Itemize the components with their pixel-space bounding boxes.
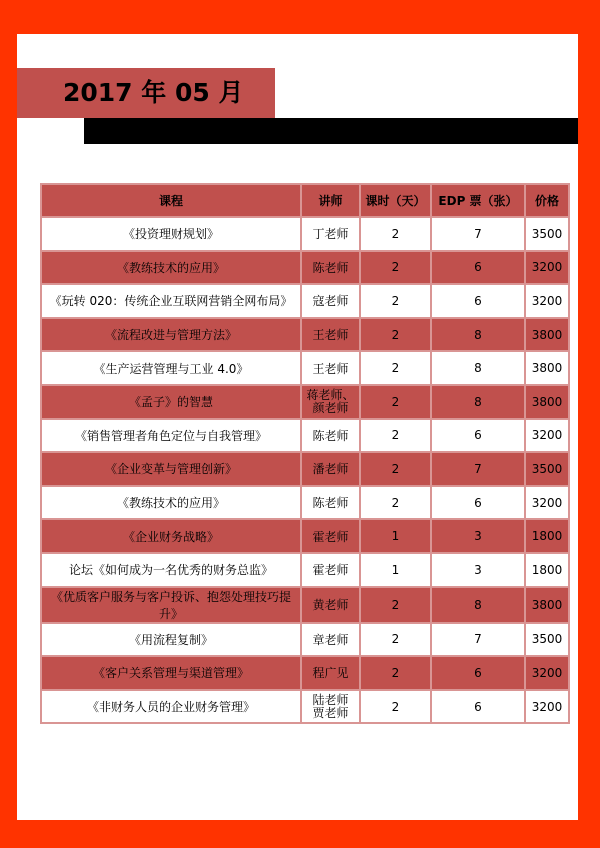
cell-course: 《企业变革与管理创新》 [42, 453, 300, 485]
table-row [42, 554, 568, 586]
cell-edp: 7 [432, 218, 524, 250]
cell-course: 《玩转 020：传统企业互联网营销全网布局》 [42, 285, 300, 317]
cell-course: 论坛《如何成为一名优秀的财务总监》 [42, 554, 300, 586]
cell-price: 3200 [526, 691, 568, 723]
cell-edp: 3 [432, 520, 524, 552]
table-row [42, 386, 568, 418]
table-row [42, 319, 568, 351]
cell-hours: 2 [361, 319, 430, 351]
table-row [42, 420, 568, 452]
table-row [42, 657, 568, 689]
cell-edp: 8 [432, 588, 524, 622]
cell-hours: 2 [361, 588, 430, 622]
header-course: 课程 [42, 185, 300, 216]
cell-hours: 2 [361, 218, 430, 250]
cell-teacher: 陈老师 [302, 420, 359, 452]
table-row [42, 252, 568, 284]
cell-edp: 6 [432, 252, 524, 284]
cell-hours: 1 [361, 554, 430, 586]
cell-teacher: 王老师 [302, 319, 359, 351]
header-edp: EDP 票（张） [432, 185, 524, 216]
cell-price: 3500 [526, 453, 568, 485]
cell-hours: 2 [361, 420, 430, 452]
cell-teacher: 陈老师 [302, 487, 359, 519]
cell-course: 《孟子》的智慧 [42, 386, 300, 418]
cell-price: 3200 [526, 487, 568, 519]
title-banner [17, 68, 275, 118]
cell-course: 《客户关系管理与渠道管理》 [42, 657, 300, 689]
cell-hours: 2 [361, 352, 430, 384]
course-schedule-table [40, 183, 570, 724]
cell-edp: 8 [432, 386, 524, 418]
cell-hours: 2 [361, 285, 430, 317]
cell-course: 《优质客户服务与客户投诉、抱怨处理技巧提升》 [42, 588, 300, 622]
cell-course: 《流程改进与管理方法》 [42, 319, 300, 351]
cell-teacher: 霍老师 [302, 554, 359, 586]
cell-price: 3800 [526, 386, 568, 418]
cell-teacher: 寇老师 [302, 285, 359, 317]
table-row [42, 487, 568, 519]
table-row [42, 588, 568, 622]
cell-price: 3800 [526, 319, 568, 351]
cell-price: 3200 [526, 252, 568, 284]
cell-edp: 7 [432, 624, 524, 656]
cell-teacher: 王老师 [302, 352, 359, 384]
cell-edp: 6 [432, 487, 524, 519]
cell-course: 《教练技术的应用》 [42, 487, 300, 519]
cell-price: 3200 [526, 657, 568, 689]
cell-hours: 2 [361, 252, 430, 284]
cell-teacher: 霍老师 [302, 520, 359, 552]
page-title: 2017 年 05 月 [63, 78, 244, 107]
cell-price: 1800 [526, 520, 568, 552]
table-row [42, 520, 568, 552]
teacher-name-line: 陆老师 [312, 692, 349, 707]
table-row [42, 624, 568, 656]
cell-teacher [302, 691, 359, 723]
cell-hours: 2 [361, 691, 430, 723]
cell-price: 3500 [526, 624, 568, 656]
teacher-name-line: 贾老师 [312, 705, 349, 720]
cell-price: 1800 [526, 554, 568, 586]
table-row [42, 691, 568, 723]
cell-teacher: 潘老师 [302, 453, 359, 485]
cell-hours: 2 [361, 487, 430, 519]
cell-price: 3200 [526, 420, 568, 452]
cell-hours: 1 [361, 520, 430, 552]
header-teacher: 讲师 [302, 185, 359, 216]
cell-edp: 3 [432, 554, 524, 586]
cell-edp: 6 [432, 420, 524, 452]
cell-hours: 2 [361, 624, 430, 656]
cell-teacher: 章老师 [302, 624, 359, 656]
cell-teacher [302, 386, 359, 418]
cell-edp: 6 [432, 285, 524, 317]
table-row [42, 352, 568, 384]
cell-teacher: 程广见 [302, 657, 359, 689]
cell-price: 3800 [526, 588, 568, 622]
header-hours: 课时（天） [361, 185, 430, 216]
cell-edp: 6 [432, 657, 524, 689]
cell-course: 《用流程复制》 [42, 624, 300, 656]
cell-edp: 7 [432, 453, 524, 485]
cell-teacher: 丁老师 [302, 218, 359, 250]
cell-course: 《教练技术的应用》 [42, 252, 300, 284]
table-header-row [42, 185, 568, 216]
cell-teacher: 黄老师 [302, 588, 359, 622]
header-price: 价格 [526, 185, 568, 216]
table-row [42, 218, 568, 250]
cell-hours: 2 [361, 453, 430, 485]
table-row [42, 453, 568, 485]
cell-edp: 8 [432, 319, 524, 351]
page-sheet [17, 34, 578, 820]
cell-course: 《销售管理者角色定位与自我管理》 [42, 420, 300, 452]
table-row [42, 285, 568, 317]
cell-price: 3800 [526, 352, 568, 384]
cell-price: 3500 [526, 218, 568, 250]
cell-edp: 8 [432, 352, 524, 384]
title-underline-bar [84, 118, 578, 144]
teacher-name-line: 蒋老师、 [306, 387, 355, 402]
cell-hours: 2 [361, 657, 430, 689]
cell-hours: 2 [361, 386, 430, 418]
cell-course: 《非财务人员的企业财务管理》 [42, 691, 300, 723]
cell-edp: 6 [432, 691, 524, 723]
cell-course: 《投资理财规划》 [42, 218, 300, 250]
cell-course: 《生产运营管理与工业 4.0》 [42, 352, 300, 384]
teacher-name-line: 颜老师 [312, 400, 349, 415]
table-body [42, 218, 568, 722]
cell-teacher: 陈老师 [302, 252, 359, 284]
cell-course: 《企业财务战略》 [42, 520, 300, 552]
cell-price: 3200 [526, 285, 568, 317]
